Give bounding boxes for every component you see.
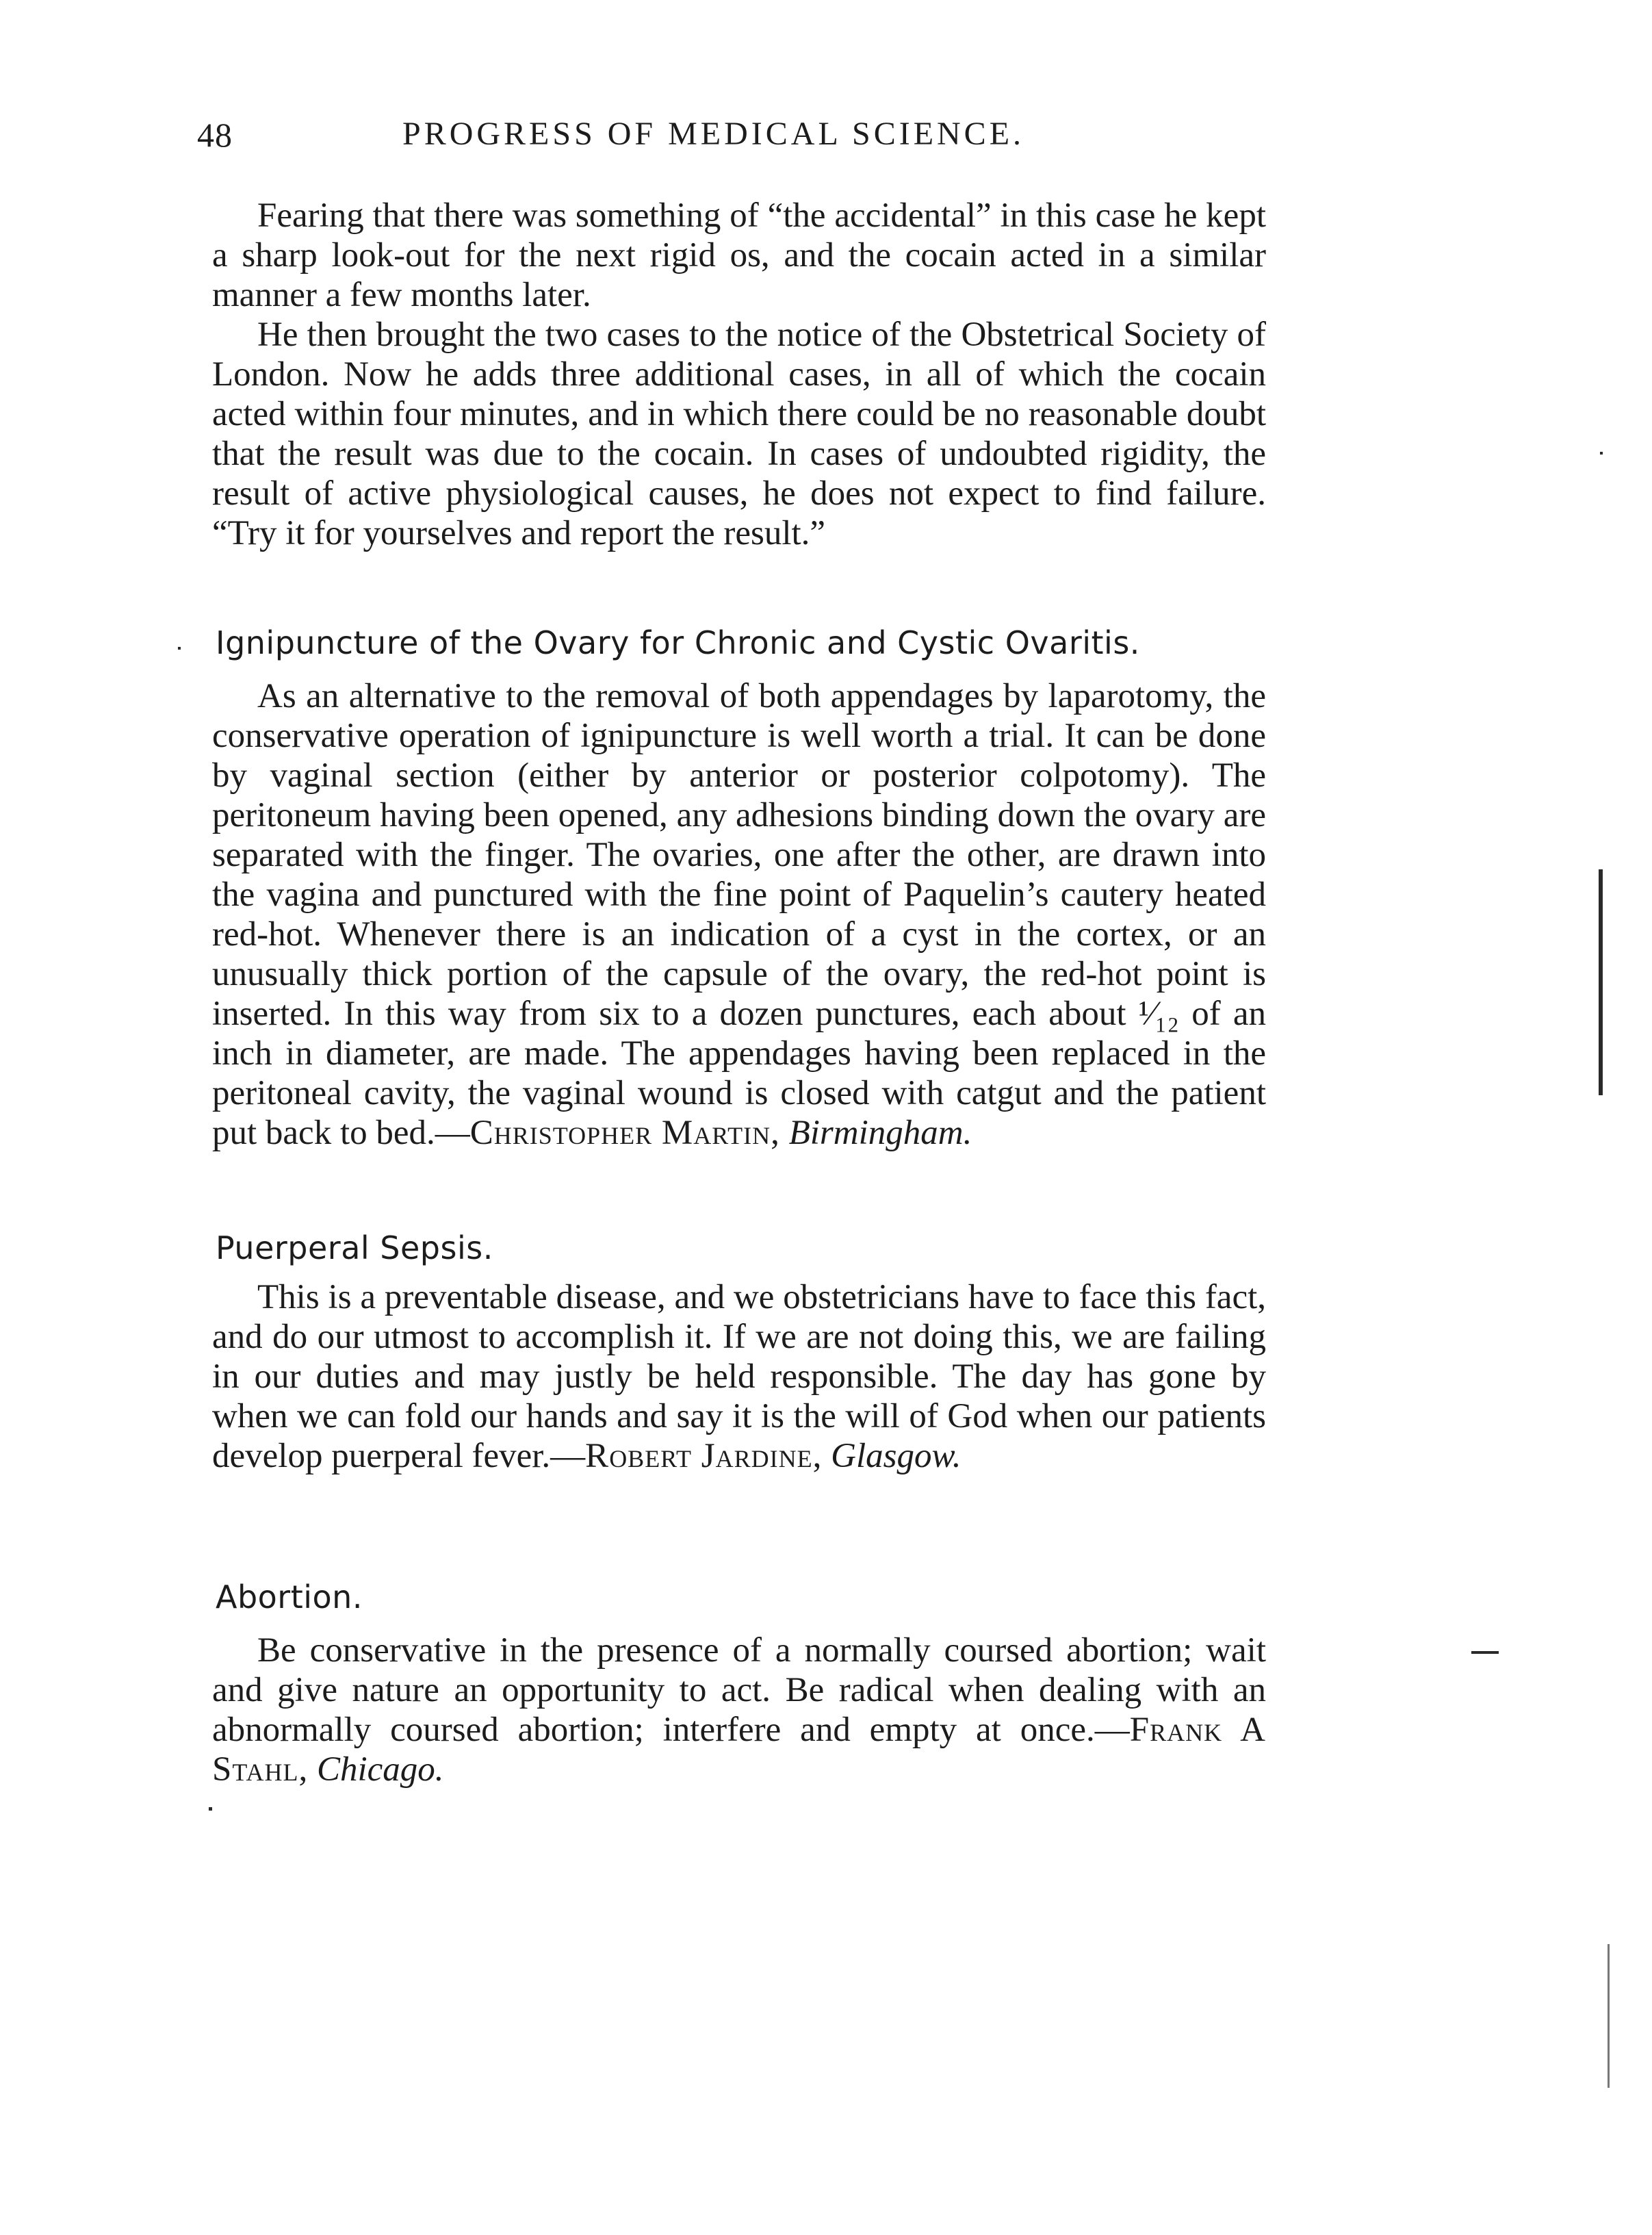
scan-speck (209, 1807, 212, 1811)
author-place: Birmingham. (788, 1114, 972, 1152)
section-body-ignipuncture (212, 676, 1266, 1153)
running-title: PROGRESS OF MEDICAL SCIENCE. (402, 116, 1025, 152)
section-paragraph: As an alternative to the removal of both appendages by laparotomy, the conservative operation of ignipuncture is well worth a trial. It can be done by vaginal section (either by anterior or posterior colpotomy). The peritoneum having been opened, any adhesions binding down the ovary are separated with the finger. The ovaries, one after the other, are drawn into the vagina and punctured with the fine point of Paquelin’s cautery heated red-hot. Whenever there is an indication of a cyst in the cortex, or an unusually thick portion of the capsule of the ovary, the red-hot point is inserted. In this way from six to a dozen punctures, each about ¹⁄₁₂ of an inch in diameter, are made. The appendages having been replaced in the peritoneal cavity, the vaginal wound is closed with catgut and the patient put back to bed.—Christopher Martin, Birmingham. (212, 677, 1266, 1152)
section-heading-abortion: Abortion. (216, 1579, 363, 1615)
scan-margin-mark (1599, 869, 1603, 1095)
running-head (197, 115, 1265, 163)
author-place: Chicago. (316, 1750, 444, 1789)
opening-paragraph: Fearing that there was something of “the accidental” in this case he kept a sharp look-out for the next rigid os, and the cocain acted in a similar manner a few months later. (212, 196, 1266, 314)
scan-speck (178, 647, 181, 650)
opening-paragraph: He then brought the two cases to the notice of the Obstetrical Society of London. Now he adds three additional cases, in all of which the cocain acted within four minutes, and in which there could be no reasonable doubt that the result was due to the cocain. In cases of undoubted rigidity, the result of active physiological causes, he does not expect to find failure. “Try it for yourselves and report the result.” (212, 316, 1266, 552)
opening-text (212, 196, 1266, 553)
section-body-abortion (212, 1631, 1266, 1789)
scan-speck (1600, 452, 1603, 455)
author-place: Glasgow. (831, 1437, 961, 1475)
author-name: Frank A Stahl, (212, 1711, 1266, 1789)
scan-margin-dash (1471, 1651, 1499, 1654)
section-body-puerperal-sepsis (212, 1277, 1266, 1476)
author-name: Christopher Martin, (469, 1114, 780, 1152)
scan-margin-dots (1608, 1944, 1610, 2088)
section-paragraph: Be conservative in the presence of a normally coursed abortion; wait and give nature an opportunity to act. Be radical when dealing with an abnormally coursed abortion; interfere and empty at once.—Frank A Stahl, Chicago. (212, 1631, 1266, 1789)
section-heading-puerperal-sepsis: Puerperal Sepsis. (216, 1229, 493, 1266)
section-heading-ignipuncture: Ignipuncture of the Ovary for Chronic and Cystic Ovaritis. (216, 624, 1140, 661)
page-number: 48 (197, 116, 233, 154)
author-name: Robert Jardine, (585, 1437, 823, 1475)
section-paragraph: This is a preventable disease, and we obstetricians have to face this fact, and do our utmost to accomplish it. If we are not doing this, we are failing in our duties and may justly be held responsible. The day has gone by when we can fold our hands and say it is the will of God when our patients develop puerperal fever.—Robert Jardine, Glasgow. (212, 1278, 1266, 1475)
